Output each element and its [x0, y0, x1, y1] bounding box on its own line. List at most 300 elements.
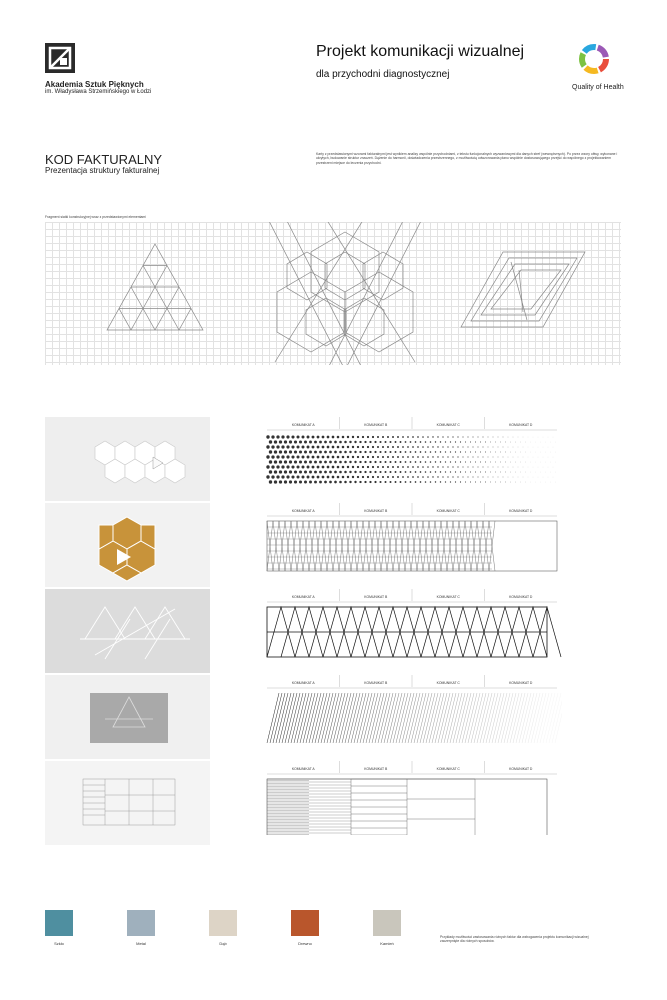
- texture-line: [339, 521, 345, 571]
- texture-dot: [286, 475, 289, 478]
- texture-dot: [427, 466, 429, 468]
- academy-logo-mark: [45, 43, 75, 73]
- texture-dot: [384, 481, 386, 483]
- texture-dot: [269, 480, 272, 483]
- texture-line: [447, 693, 459, 743]
- texture-dot: [382, 476, 384, 478]
- texture-dot: [334, 451, 337, 454]
- texture-dot: [352, 436, 354, 438]
- texture-dot: [402, 466, 404, 468]
- texture-dot: [276, 435, 279, 438]
- texture-dot: [417, 476, 419, 478]
- texture-dot: [503, 467, 504, 468]
- texture-line: [333, 521, 339, 571]
- texture-dot: [455, 471, 456, 472]
- texture-dot: [473, 447, 474, 448]
- texture-dot: [397, 476, 399, 478]
- texture-dot: [291, 465, 294, 468]
- texture-dot: [337, 476, 340, 479]
- texture-line: [303, 521, 309, 571]
- texture-dot: [510, 462, 511, 463]
- variant-label: KOMUNIKAT D: [509, 767, 533, 771]
- texture-dot: [475, 472, 476, 473]
- texture-dot: [289, 450, 292, 453]
- texture-dot: [291, 475, 294, 478]
- texture-dot: [445, 481, 446, 482]
- texture-dot: [382, 456, 384, 458]
- texture-dot: [279, 440, 282, 443]
- texture-dot: [488, 467, 489, 468]
- texture-dot: [317, 466, 320, 469]
- texture-dot: [324, 461, 327, 464]
- texture-dot: [430, 481, 432, 483]
- texture-dot: [402, 436, 404, 438]
- texture-dot: [430, 461, 432, 463]
- texture-dot: [395, 471, 397, 473]
- texture-line: [444, 693, 456, 743]
- texture-dot: [349, 441, 351, 443]
- texture-dot: [339, 451, 342, 454]
- texture-dot: [442, 456, 443, 457]
- texture-line: [435, 521, 441, 571]
- texture-line: [504, 693, 516, 743]
- texture-dot: [465, 481, 466, 482]
- texture-line: [507, 693, 519, 743]
- texture-dot: [369, 461, 371, 463]
- hexagon-construction: [267, 222, 423, 365]
- texture-line: [396, 693, 408, 743]
- variant-label: KOMUNIKAT C: [436, 423, 460, 427]
- texture-line: [459, 521, 465, 571]
- texture-dot: [478, 447, 479, 448]
- texture-dot: [488, 447, 489, 448]
- texture-dot: [354, 461, 356, 463]
- texture-dot: [392, 456, 394, 458]
- texture-dot: [299, 440, 302, 443]
- texture-dot: [314, 441, 317, 444]
- texture-dot: [354, 451, 356, 453]
- texture-dot: [500, 482, 501, 483]
- texture-line: [537, 693, 549, 743]
- texture-line: [297, 693, 309, 743]
- texture-dot: [269, 470, 272, 473]
- texture-line: [525, 693, 537, 743]
- texture-line: [516, 693, 528, 743]
- texture-dot: [289, 460, 292, 463]
- texture-dot: [352, 456, 354, 458]
- texture-line: [414, 693, 426, 743]
- texture-dot: [513, 447, 514, 448]
- texture-dot: [309, 451, 312, 454]
- texture-dot: [432, 456, 433, 457]
- texture-dot: [435, 461, 436, 462]
- texture-dot: [364, 441, 366, 443]
- texture-dot: [450, 471, 451, 472]
- texture-dot: [304, 461, 307, 464]
- texture-dot: [457, 456, 458, 457]
- texture-dot: [503, 437, 504, 438]
- texture-line: [354, 693, 366, 743]
- texture-line: [441, 693, 453, 743]
- texture-dot: [495, 462, 496, 463]
- texture-line: [381, 521, 387, 571]
- texture-dot: [425, 441, 427, 443]
- texture-dot: [372, 456, 374, 458]
- texture-dot: [515, 442, 516, 443]
- texture-line: [285, 693, 297, 743]
- texture-line: [351, 693, 363, 743]
- texture-dot: [510, 442, 511, 443]
- variant-strip: [267, 607, 561, 657]
- texture-dot: [317, 436, 320, 439]
- texture-dot: [412, 466, 414, 468]
- texture-dot: [455, 441, 456, 442]
- texture-dot: [284, 470, 287, 473]
- construction-grid: [45, 222, 621, 365]
- texture-dot: [435, 441, 436, 442]
- texture-dot: [286, 435, 289, 438]
- texture-dot: [488, 457, 489, 458]
- texture-dot: [319, 441, 322, 444]
- texture-dot: [407, 476, 409, 478]
- texture-dot: [276, 465, 279, 468]
- texture-dot: [339, 441, 342, 444]
- variant-strip: [267, 779, 547, 835]
- material-swatch: [45, 910, 73, 936]
- texture-dot: [435, 471, 436, 472]
- texture-dot: [286, 445, 289, 448]
- texture-dot: [417, 446, 419, 448]
- texture-dot: [470, 441, 471, 442]
- texture-dot: [359, 441, 361, 443]
- texture-dot: [369, 471, 371, 473]
- texture-line: [291, 693, 303, 743]
- texture-dot: [357, 446, 359, 448]
- texture-dot: [339, 481, 342, 484]
- texture-dot: [462, 476, 463, 477]
- texture-line: [375, 693, 387, 743]
- texture-dot: [470, 461, 471, 462]
- line-grid-panel: [45, 761, 210, 845]
- texture-dot: [508, 477, 509, 478]
- texture-dot: [405, 471, 407, 473]
- texture-dot: [332, 436, 335, 439]
- texture-line: [330, 693, 342, 743]
- texture-dot: [324, 481, 327, 484]
- texture-line: [495, 693, 507, 743]
- texture-dot: [382, 436, 384, 438]
- texture-dot: [478, 457, 479, 458]
- texture-dot: [357, 436, 359, 438]
- texture-dot: [284, 440, 287, 443]
- texture-dot: [400, 481, 402, 483]
- texture-line: [267, 521, 273, 571]
- texture-dot: [488, 477, 489, 478]
- texture-dot: [299, 470, 302, 473]
- texture-dot: [452, 446, 453, 447]
- variant-strip: [267, 693, 562, 743]
- texture-dot: [475, 442, 476, 443]
- texture-line: [417, 521, 423, 571]
- texture-dot: [505, 462, 506, 463]
- texture-dot: [475, 462, 476, 463]
- texture-dot: [291, 445, 294, 448]
- partner-logo-label: Quality of Health: [572, 84, 624, 91]
- texture-dot: [276, 475, 279, 478]
- texture-photo-gold-hexagons: [45, 503, 210, 587]
- texture-dot: [515, 462, 516, 463]
- texture-dot: [364, 471, 366, 473]
- texture-dot: [422, 466, 424, 468]
- texture-dot: [498, 457, 499, 458]
- texture-dot: [440, 471, 441, 472]
- texture-dot: [460, 441, 461, 442]
- texture-line: [393, 693, 405, 743]
- texture-dot: [480, 482, 481, 483]
- variant-row: [267, 761, 557, 835]
- texture-line: [309, 521, 315, 571]
- texture-dot: [440, 441, 441, 442]
- texture-line: [279, 521, 285, 571]
- texture-line: [381, 693, 393, 743]
- texture-dot: [515, 482, 516, 483]
- texture-dot: [271, 475, 274, 478]
- texture-photo-gray-block: [45, 675, 210, 759]
- texture-dot: [307, 436, 310, 439]
- texture-dot: [422, 446, 424, 448]
- texture-line: [435, 693, 447, 743]
- texture-dot: [309, 471, 312, 474]
- texture-line: [282, 693, 294, 743]
- texture-line: [390, 693, 402, 743]
- texture-dot: [392, 466, 394, 468]
- texture-dot: [284, 480, 287, 483]
- texture-dot: [274, 480, 277, 483]
- texture-dot: [279, 470, 282, 473]
- texture-dot: [500, 472, 501, 473]
- texture-dot: [266, 445, 269, 448]
- texture-dot: [485, 452, 486, 453]
- texture-dot: [379, 441, 381, 443]
- texture-dot: [435, 451, 436, 452]
- texture-dot: [357, 476, 359, 478]
- texture-dot: [334, 461, 337, 464]
- texture-dot: [478, 437, 479, 438]
- texture-line: [450, 693, 462, 743]
- texture-line: [474, 693, 486, 743]
- texture-line: [423, 521, 429, 571]
- texture-dot: [478, 467, 479, 468]
- texture-dot: [302, 456, 305, 459]
- texture-dot: [488, 437, 489, 438]
- texture-dot: [473, 467, 474, 468]
- texture-dot: [349, 481, 351, 483]
- texture-dot: [490, 482, 491, 483]
- texture-line: [285, 521, 291, 571]
- texture-dot: [503, 477, 504, 478]
- texture-line: [546, 693, 558, 743]
- texture-line: [303, 693, 315, 743]
- texture-dot: [495, 482, 496, 483]
- texture-dot: [317, 456, 320, 459]
- texture-dot: [412, 456, 414, 458]
- texture-line: [408, 693, 420, 743]
- texture-dot: [302, 476, 305, 479]
- texture-line: [327, 521, 333, 571]
- texture-dot: [387, 446, 389, 448]
- texture-dot: [498, 447, 499, 448]
- texture-line: [279, 693, 291, 743]
- texture-dot: [442, 476, 443, 477]
- texture-line: [369, 521, 375, 571]
- texture-line: [462, 693, 474, 743]
- texture-dot: [352, 476, 354, 478]
- texture-dot: [437, 436, 438, 437]
- texture-dot: [493, 467, 494, 468]
- texture-dot: [362, 436, 364, 438]
- texture-line: [348, 693, 360, 743]
- texture-line: [447, 521, 453, 571]
- texture-dot: [480, 442, 481, 443]
- texture-dot: [447, 476, 448, 477]
- texture-dot: [437, 446, 438, 447]
- texture-dot: [276, 455, 279, 458]
- texture-dot: [467, 436, 468, 437]
- texture-line: [273, 521, 279, 571]
- texture-dot: [322, 456, 325, 459]
- texture-dot: [364, 461, 366, 463]
- texture-dot: [367, 456, 369, 458]
- texture-dot: [465, 471, 466, 472]
- variant-label: KOMUNIKAT B: [364, 509, 388, 513]
- texture-dot: [347, 476, 349, 478]
- texture-dot: [483, 457, 484, 458]
- texture-dot: [457, 476, 458, 477]
- texture-dot: [425, 461, 427, 463]
- texture-dot: [490, 442, 491, 443]
- texture-dot: [415, 471, 417, 473]
- texture-dot: [442, 466, 443, 467]
- texture-dot: [291, 455, 294, 458]
- texture-dot: [289, 480, 292, 483]
- texture-line: [387, 693, 399, 743]
- texture-line: [294, 693, 306, 743]
- texture-dot: [296, 455, 299, 458]
- texture-dot: [505, 472, 506, 473]
- texture-dot: [440, 461, 441, 462]
- texture-dot: [460, 451, 461, 452]
- texture-line: [405, 693, 417, 743]
- material-swatch: [209, 910, 237, 936]
- texture-dot: [505, 452, 506, 453]
- texture-line: [297, 521, 303, 571]
- texture-dot: [339, 461, 342, 464]
- section-subtitle: Prezentacja struktury fakturalnej: [45, 166, 160, 175]
- texture-dot: [349, 471, 351, 473]
- texture-dot: [510, 452, 511, 453]
- texture-dot: [309, 441, 312, 444]
- texture-dot: [447, 456, 448, 457]
- texture-dot: [294, 460, 297, 463]
- rhombus-construction: [461, 252, 585, 327]
- texture-dot: [359, 481, 361, 483]
- texture-line: [528, 693, 540, 743]
- texture-dot: [379, 481, 381, 483]
- texture-dot: [374, 441, 376, 443]
- texture-dot: [465, 461, 466, 462]
- texture-dot: [284, 450, 287, 453]
- texture-dot: [397, 446, 399, 448]
- texture-dot: [319, 451, 322, 454]
- texture-dot: [465, 451, 466, 452]
- texture-line: [387, 521, 393, 571]
- texture-line: [489, 693, 501, 743]
- texture-dot: [304, 451, 307, 454]
- texture-line: [324, 693, 336, 743]
- texture-dot: [422, 436, 424, 438]
- variant-label: KOMUNIKAT A: [291, 509, 315, 513]
- texture-dot: [510, 472, 511, 473]
- texture-dot: [334, 471, 337, 474]
- texture-dot: [314, 481, 317, 484]
- texture-line: [426, 693, 438, 743]
- texture-line: [459, 693, 471, 743]
- texture-dot: [437, 476, 438, 477]
- texture-dot: [329, 441, 332, 444]
- texture-dot: [299, 450, 302, 453]
- texture-line: [276, 693, 288, 743]
- texture-line: [342, 693, 354, 743]
- texture-dot: [337, 446, 340, 449]
- texture-dot: [269, 460, 272, 463]
- texture-dot: [400, 451, 402, 453]
- texture-dot: [395, 481, 397, 483]
- section-description: Karty z przedstawionymi wzorami fakturalnymi jest wynikiem analizy wspólnie przychodniami, z tekstu funkcjonalnych wyzwaniowymi dla danych stref (wewnętrznych). Po przez wzory ołtwy, wykonane i ukrytych, budowanie struktur znaczeń. Dążenie do harmonii, doświadczenia przestrzennego, z możliwością odwzorowania planu wspólnie dostosowującego przejść do wspólnego z projektowaniem przestrzeni miejsce do leczenia przychodni.: [316, 152, 618, 165]
- variant-strip: [267, 521, 557, 571]
- variant-row: [266, 417, 557, 484]
- academy-name: Akademia Sztuk Pięknych: [45, 80, 144, 89]
- texture-line: [393, 521, 399, 571]
- texture-dot: [485, 482, 486, 483]
- texture-dot: [420, 481, 422, 483]
- texture-dot: [515, 472, 516, 473]
- texture-dot: [274, 440, 277, 443]
- texture-dot: [405, 451, 407, 453]
- texture-dot: [347, 446, 349, 448]
- texture-dot: [314, 461, 317, 464]
- texture-dot: [500, 452, 501, 453]
- texture-dot: [307, 476, 310, 479]
- texture-dot: [312, 456, 315, 459]
- texture-line: [531, 693, 543, 743]
- texture-line: [540, 693, 552, 743]
- texture-dot: [302, 436, 305, 439]
- texture-dot: [342, 456, 345, 459]
- texture-dot: [337, 466, 340, 469]
- texture-dot: [447, 446, 448, 447]
- texture-dot: [495, 442, 496, 443]
- texture-dot: [309, 481, 312, 484]
- texture-dot: [384, 441, 386, 443]
- texture-dot: [432, 446, 433, 447]
- texture-dot: [359, 451, 361, 453]
- texture-dot: [420, 451, 422, 453]
- texture-dot: [417, 456, 419, 458]
- texture-line: [357, 693, 369, 743]
- texture-dot: [508, 457, 509, 458]
- texture-dot: [390, 441, 392, 443]
- texture-dot: [342, 476, 345, 479]
